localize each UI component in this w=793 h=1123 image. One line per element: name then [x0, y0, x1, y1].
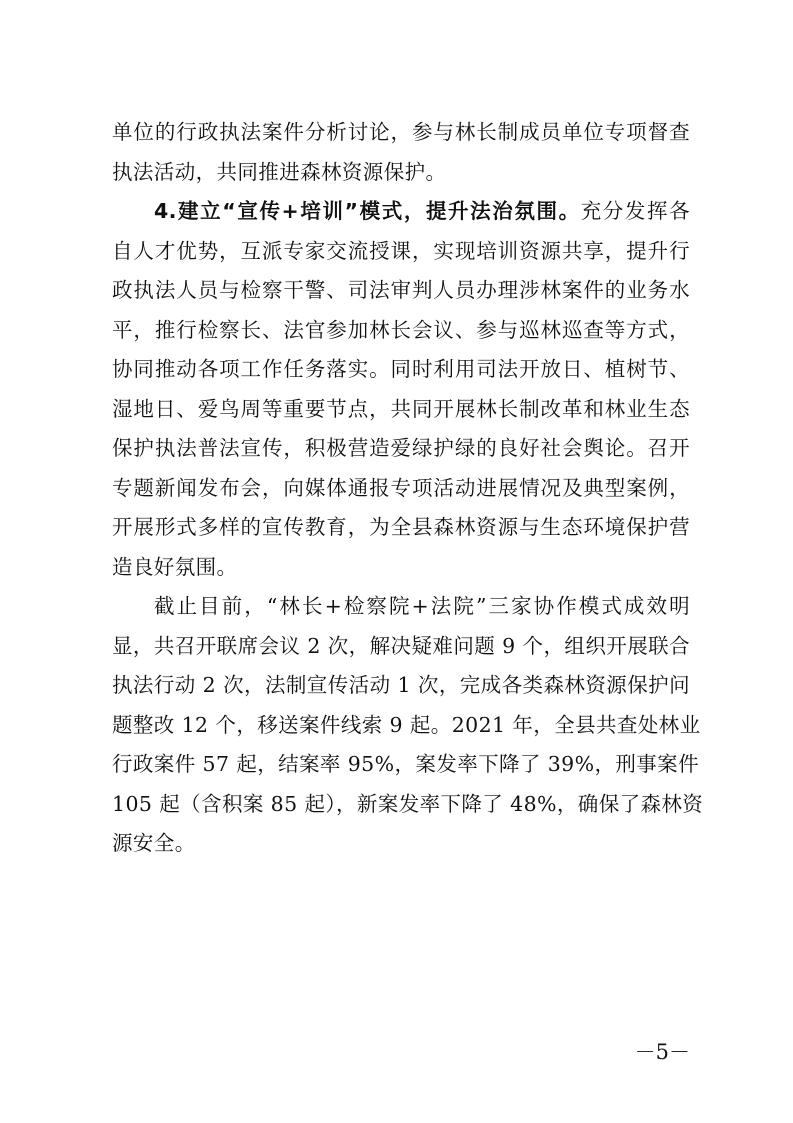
text-line: 执法活动，共同推进森林资源保护。	[112, 159, 447, 184]
text-line: 行政案件 57 起，结案率 95%，案发率下降了 39%，刑事案件	[112, 752, 699, 776]
text-line: 单位的行政执法案件分析讨论，参与林长制成员单位专项督查	[112, 120, 690, 144]
text-line: 题整改 12 个，移送案件线索 9 起。2021 年，全县共查处林业	[112, 712, 701, 737]
text-line: 105 起（含积案 85 起），新案发率下降了 48%，确保了森林资	[112, 791, 704, 816]
text-line: 政执法人员与检察干警、司法审判人员办理涉林案件的业务水	[112, 278, 690, 302]
text-span: 充分发挥各	[580, 199, 691, 223]
text-line: 造良好氛围。	[112, 554, 238, 579]
page-number: －5－	[634, 1040, 690, 1064]
document-body	[112, 113, 704, 864]
text-line	[112, 192, 690, 232]
text-line: 显，共召开联席会议 2 次，解决疑难问题 9 个，组织开展联合	[112, 633, 690, 658]
text-line: 执法行动 2 次，法制宣传活动 1 次，完成各类森林资源保护问	[112, 673, 690, 697]
text-line: 专题新闻发布会，向媒体通报专项活动进展情况及典型案例，	[112, 475, 690, 500]
text-line: 协同推动各项工作任务落实。同时利用司法开放日、植树节、	[112, 357, 690, 381]
text-line: 保护执法普法宣传，积极营造爱绿护绿的良好社会舆论。召开	[112, 436, 690, 460]
text-line: 源安全。	[112, 831, 196, 855]
paragraph-results-summary	[112, 587, 704, 864]
text-line: 湿地日、爱鸟周等重要节点，共同开展林长制改革和林业生态	[112, 396, 690, 421]
text-line: 截止目前，“林长+检察院+法院”三家协作模式成效明	[154, 594, 690, 618]
text-line: 平，推行检察长、法官参加林长会议、参与巡林巡查等方式，	[112, 317, 690, 342]
paragraph-continuation	[112, 113, 690, 192]
text-line: 自人才优势，互派专家交流授课，实现培训资源共享，提升行	[112, 238, 690, 263]
paragraph-publicity-training	[112, 192, 690, 587]
text-line: 开展形式多样的宣传教育，为全县森林资源与生态环境保护营	[112, 515, 690, 539]
section-heading: 4.建立“宣传+培训”模式，提升法治氛围。	[154, 199, 581, 223]
